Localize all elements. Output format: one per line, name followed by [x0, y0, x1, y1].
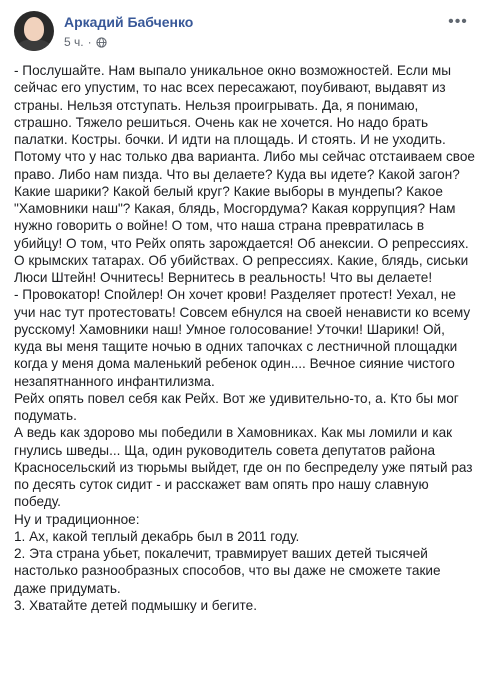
avatar-face	[24, 17, 44, 41]
author-name[interactable]: Аркадий Бабченко	[64, 14, 194, 30]
avatar[interactable]	[14, 11, 54, 51]
post-timestamp[interactable]: 5 ч.	[64, 35, 84, 49]
meta-separator: ·	[87, 35, 92, 49]
post-text: - Послушайте. Нам выпало уникальное окно возможностей. Если мы сейчас его упустим, то нас всех пересажают, поубивают, выдавят из страны. Нельзя отступать. Нельзя проигрывать. Да, я понимаю, страшно. Тяжело решиться. Очень как не хочется. Но надо брать палатки. Костры. бочки. И идти на площадь. И стоять. И не уходить. Потому что у нас только два варианта. Либо мы сейчас отстаиваем свое право. Либо нам пизда. Что вы делаете? Куда вы идете? Какой загон? Какие шарики? Какой белый круг? Какие выборы в мундепы? Какое "Хамовники наш"? Какая, блядь, Мосгордума? Какая коррупция? Нам нужно говорить о войне! О том, что наша страна превратилась в убийцу! О том, что Рейх опять зарождается! Об анексии. О репрессиях. О крымских татарах. Об убийствах. О репрессиях. Какие, блядь, сиськи Люси Штейн! Очнитесь! Вернитесь в реальность! Что вы делаете! - Провокатор! Спойлер! Он хочет крови! Разделяет протест! Уехал, не учи нас тут протестовать! Совсем ебнулся на своей ненависти ко всему русскому! Хамовники наш! Умное голосование! Уточки! Шарики! Ой, куда вы меня тащите ночью в одних тапочках с лестничной площадки когда у меня дома маленький ребенок один.... Вечное сияние чистого незапятнанного инфантилизма. Рейх опять повел себя как Рейх. Вот же удивительно-то, а. Кто бы мог подумать. А ведь как здорово мы победили в Хамовниках. Как мы ломили и как гнулись шведы... Ща, один руководитель совета депутатов района Красносельский из тюрьмы выйдет, где он по беспределу уже пятый раз по десять суток сидит - и расскажет вам опять про нашу славную победу. Ну и традиционное: 1. Ах, какой теплый декабрь был в 2011 году. 2. Эта страна убьет, покалечит, травмирует ваших детей тысячей настолько разнообразных способов, что вы даже не сможете такие даже придумать. 3. Хватайте детей подмышку и бегите.	[14, 63, 475, 613]
post-header	[14, 11, 474, 55]
more-horizontal-icon[interactable]: •••	[448, 13, 468, 30]
post-body	[14, 62, 476, 614]
globe-icon[interactable]	[96, 37, 107, 48]
post-meta	[64, 35, 107, 49]
